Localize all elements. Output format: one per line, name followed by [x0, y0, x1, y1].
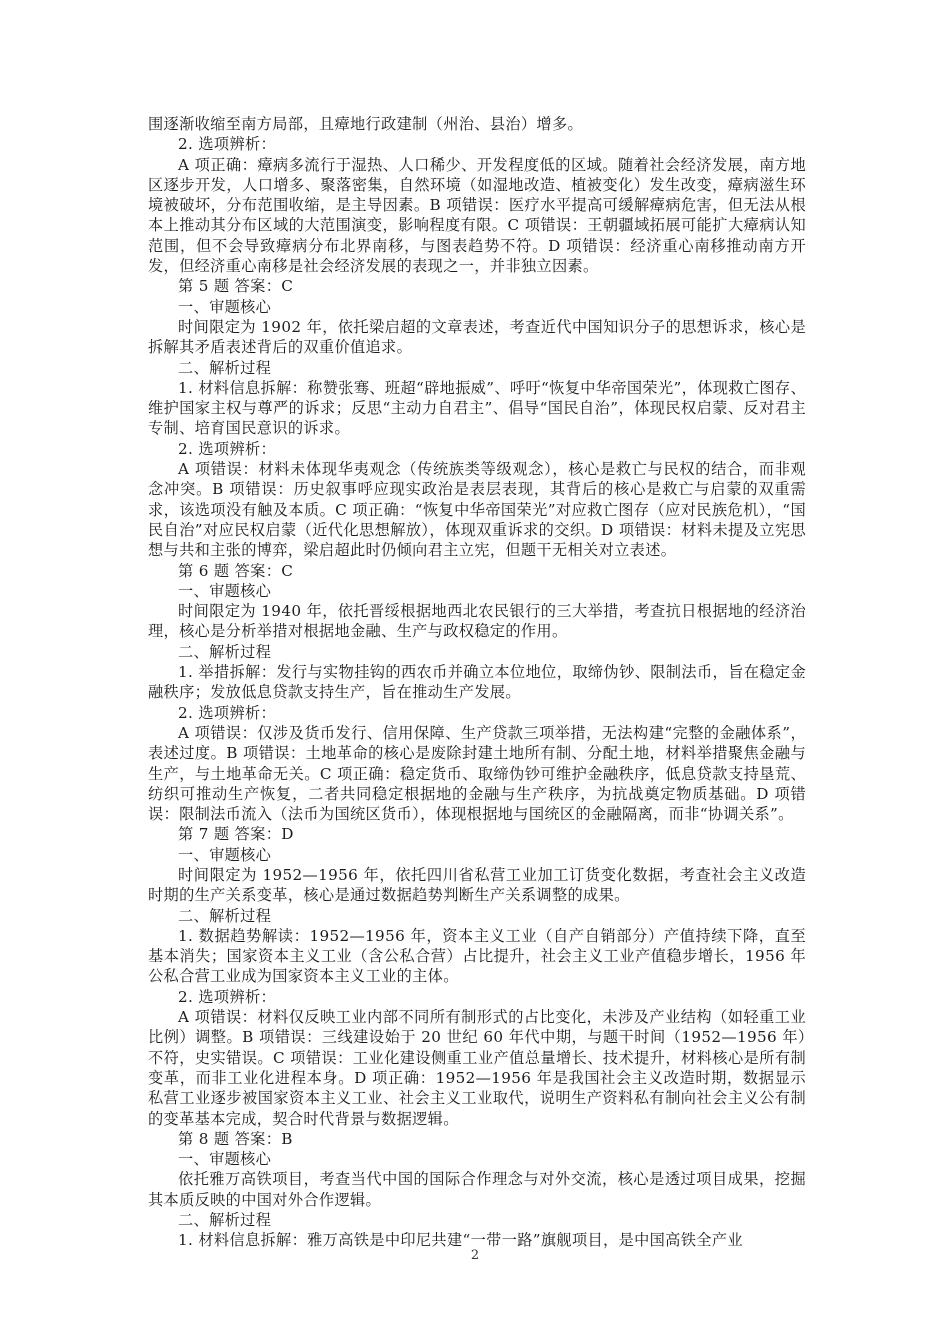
paragraph: 一、审题核心: [178, 1150, 272, 1169]
paragraph: 第 7 题 答案：D: [178, 825, 294, 844]
paragraph: A 项正确：瘴病多流行于湿热、人口稀少、开发程度低的区域。随着社会经济发展，南方地区逐步开发，人口增多、聚落密集，自然环境（如湿地改造、植被变化）发生改变，瘴病滋生环境被破坏，分布范围收缩，是主导因素。B 项错误：医疗水平提高可缓解瘴病危害，但无法从根本上推动其分布区域的大范围演变，影响程度有限。C 项错误：王朝疆域拓展可能扩大瘴病认知范围，但不会导致瘴病分布北界南移，与图表趋势不符。D 项错误：经济重心南移推动南方开发，但经济重心南移是社会经济发展的表现之一，并非独立因素。: [148, 155, 806, 276]
paragraph: A 项错误：材料仅反映工业内部不同所有制形式的占比变化，未涉及产业结构（如轻重工业比例）调整。B 项错误：三线建设始于 20 世纪 60 年代中期，与题干时间（1952—1956 年）不符，史实错误。C 项错误：工业化建设侧重工业产值总量增长、技术提升，材料核心是所有制变革，而非工业化进程本身。D 项正确：1952—1956 年是我国社会主义改造时期，数据显示私营工业逐步被国家资本主义工业、社会主义工业取代，说明生产资料私有制向社会主义公有制的变革基本完成，契合时代背景与数据逻辑。: [148, 1008, 806, 1128]
paragraph: 第 6 题 答案：C: [178, 561, 294, 580]
paragraph: 时间限定为 1940 年，依托晋绥根据地西北农民银行的三大举措，考查抗日根据地的经济治理，核心是分析举措对根据地金融、生产与政权稳定的作用。: [148, 602, 806, 641]
paragraph: A 项错误：材料未体现华夷观念（传统族类等级观念），核心是救亡与民权的结合，而非观念冲突。B 项错误：历史叙事呼应现实政治是表层表现，其背后的核心是救亡与启蒙的双重需求，该选项没有触及本质。C 项正确：“恢复中华帝国荣光”对应救亡图存（应对民族危机），“国民自治”对应民权启蒙（近代化思想解放），体现双重诉求的交织。D 项错误：材料未提及立宪思想与共和主张的博弈，梁启超此时仍倾向君主立宪，但题干无相关对立表述。: [148, 460, 806, 560]
paragraph: 二、解析过程: [178, 642, 272, 661]
paragraph: 第 8 题 答案：B: [178, 1129, 293, 1148]
paragraph: 第 5 题 答案：C: [178, 277, 294, 296]
paragraph: 1. 举措拆解：发行与实物挂钩的西农币并确立本位地位，取缔伪钞、限制法币，旨在稳定金融秩序；发放低息贷款支持生产，旨在推动生产发展。: [148, 663, 806, 702]
paragraph: 二、解析过程: [178, 358, 272, 377]
paragraph: 一、审题核心: [178, 581, 272, 600]
paragraph: A 项错误：仅涉及货币发行、信用保障、生产贷款三项举措，无法构建“完整的金融体系”，表述过度。B 项错误：土地革命的核心是废除封建土地所有制、分配土地，材料举措聚焦金融与生产，与土地革命无关。C 项正确：稳定货币、取缔伪钞可维护金融秩序，低息贷款支持垦荒、纺织可推动生产恢复，二者共同稳定根据地的金融与生产秩序，为抗战奠定物质基础。D 项错误：限制法币流入（法币为国统区货币），体现根据地与国统区的金融隔离，而非“协调关系”。: [148, 723, 806, 824]
paragraph: 1. 材料信息拆解：雅万高铁是中印尼共建“一带一路”旗舰项目，是中国高铁全产业: [178, 1231, 743, 1250]
paragraph: 1. 数据趋势解读：1952—1956 年，资本主义工业（自产自销部分）产值持续下降，直至基本消失；国家资本主义工业（含公私合营）占比提升，社会主义工业产值稳步增长，1956 年公私合营工业成为国家资本主义工业的主体。: [148, 926, 806, 986]
page-number: 2: [470, 1248, 480, 1263]
paragraph: 时间限定为 1952—1956 年，依托四川省私营工业加工订货变化数据，考查社会主义改造时期的生产关系变革，核心是通过数据趋势判断生产关系调整的成果。: [148, 865, 806, 905]
paragraph: 依托雅万高铁项目，考查当代中国的国际合作理念与对外交流，核心是透过项目成果，挖掘其本质反映的中国对外合作逻辑。: [148, 1170, 806, 1209]
paragraph: 时间限定为 1902 年，依托梁启超的文章表述，考查近代中国知识分子的思想诉求，核心是拆解其矛盾表述背后的双重价值追求。: [148, 317, 806, 357]
body-text: [148, 114, 806, 1251]
paragraph: 一、审题核心: [178, 297, 272, 316]
paragraph: 二、解析过程: [178, 1211, 272, 1230]
paragraph: 2. 选项辨析：: [178, 439, 277, 458]
paragraph: 2. 选项辨析：: [178, 703, 277, 722]
paragraph: 1. 材料信息拆解：称赞张骞、班超“辟地振威”、呼吁“恢复中华帝国荣光”，体现救亡图存、维护国家主权与尊严的诉求；反思“主动力自君主”、倡导“国民自治”，体现民权启蒙、反对君主专制、培育国民意识的诉求。: [148, 378, 806, 438]
paragraph: 一、审题核心: [178, 845, 272, 864]
paragraph: 二、解析过程: [178, 906, 272, 925]
paragraph: 2. 选项辨析：: [178, 135, 277, 154]
paragraph: 2. 选项辨析：: [178, 987, 277, 1006]
paragraph: 围逐渐收缩至南方局部，且瘴地行政建制（州治、县治）增多。: [148, 115, 584, 133]
